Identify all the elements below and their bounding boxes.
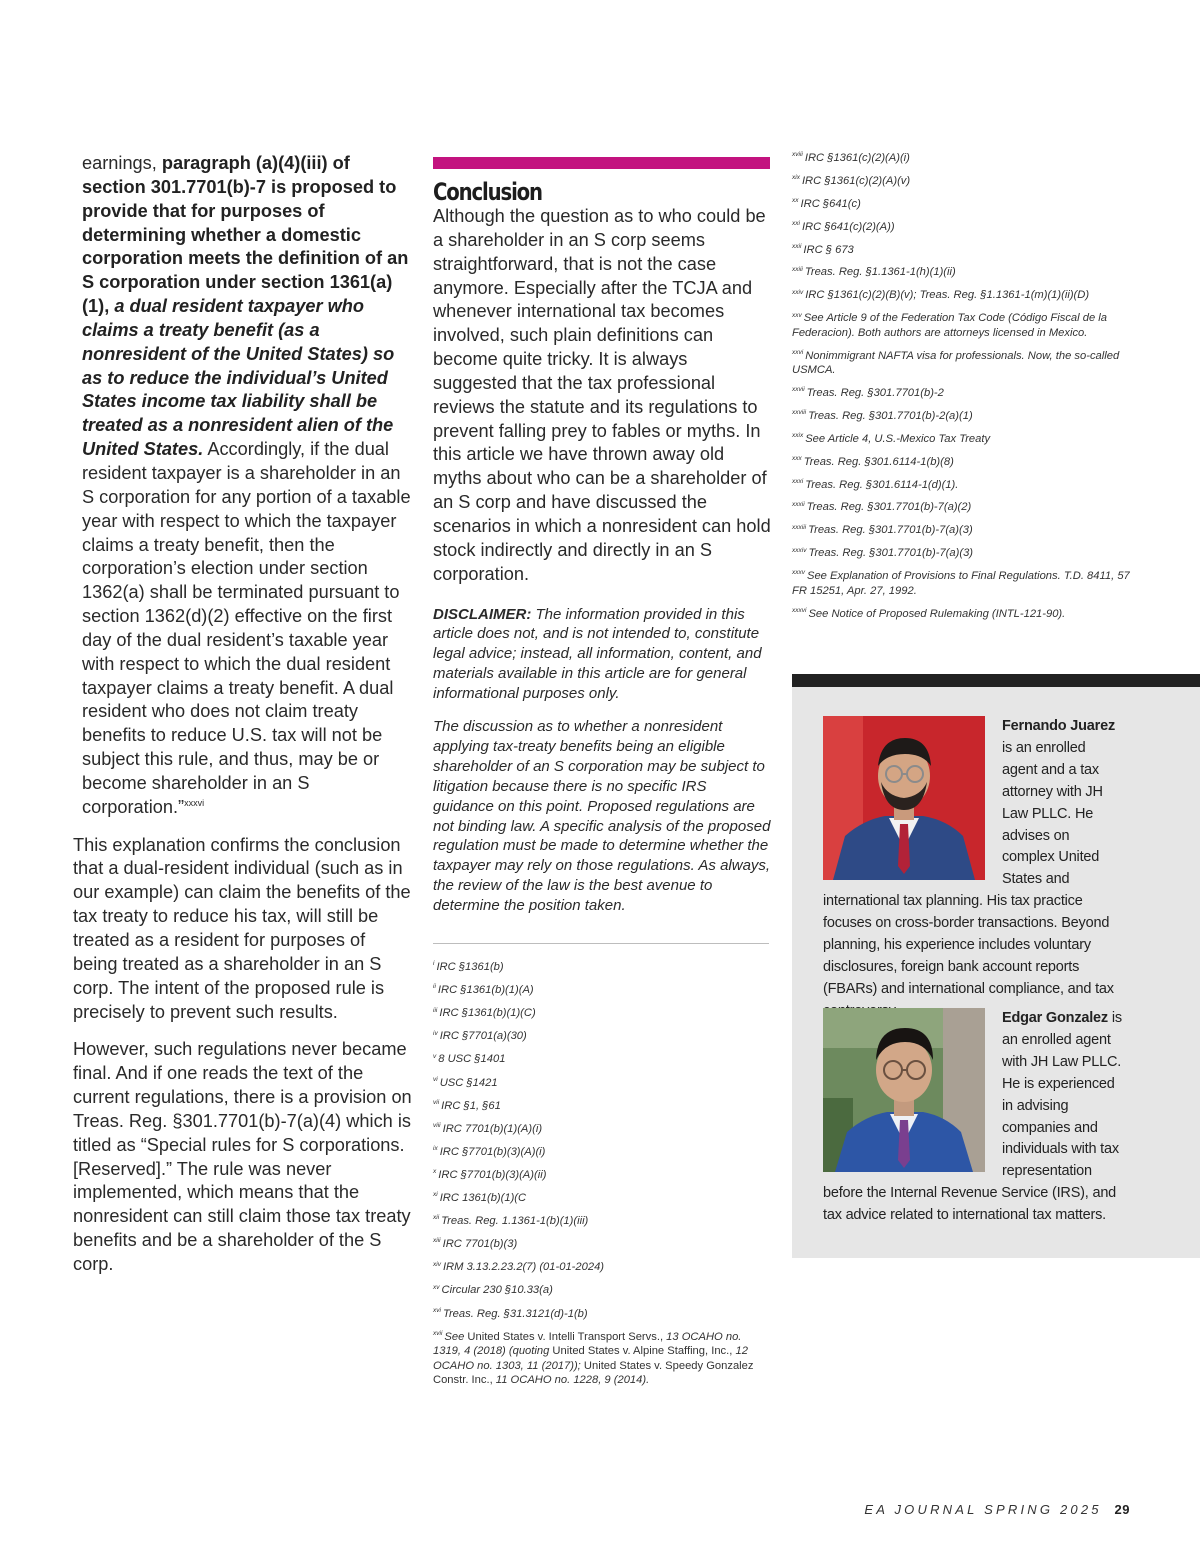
page-footer	[864, 1502, 1130, 1517]
endnote	[792, 455, 1132, 470]
endnote-text: USC §1421	[439, 1076, 498, 1089]
endnote-text: Treas. Reg. §31.3121(d)-1(b)	[442, 1307, 588, 1320]
endnote-number: xxv	[792, 311, 802, 319]
endnote-text: Circular 230 §10.33(a)	[441, 1284, 553, 1297]
case-cite: 11 OCAHO no. 1228, 9 (2014).	[492, 1374, 650, 1387]
author-bio-box	[792, 674, 1200, 1258]
endnote	[792, 288, 1132, 303]
endnote-text: IRC §641(c)(2)(A))	[801, 220, 895, 233]
endnote	[792, 265, 1132, 280]
endnote-number: xix	[792, 174, 800, 182]
endnote	[433, 1145, 771, 1160]
endnote-number: x	[433, 1168, 437, 1176]
endnote-number: xvi	[433, 1306, 441, 1314]
endnote-number: xxviii	[792, 409, 807, 417]
endnote-text: IRC §1361(c)(2)(A)(v)	[801, 174, 911, 187]
endnotes-list-left	[433, 960, 771, 1388]
endnote-number: xxxv	[792, 569, 805, 577]
endnote-number: xxi	[792, 219, 800, 227]
endnote	[433, 1260, 771, 1275]
endnote	[433, 1052, 771, 1067]
endnote-ref[interactable]: xxxvi	[184, 797, 205, 808]
endnote-text: IRC 1361(b)(1)(C	[439, 1192, 527, 1205]
endnote-number: ix	[433, 1145, 438, 1153]
endnote	[433, 1006, 771, 1021]
quote-rest: Accordingly, if the dual resident taxpayer is a shareholder in an S corporation for any portion of a taxable year with respect to which the taxpayer claims a treaty benefit, then the corporation’s election under section 1362(a) shall be terminated pursuant to section 1362(d)(2) effective on the first day of the dual resident’s taxable year with respect to which the dual resident taxpayer claims a treaty benefit. A dual resident who does not claim treaty benefits to reduce U.S. tax will not be subject this rule, and thus, may be or become shareholder in an S corporation.”	[82, 439, 411, 817]
endnote-text: See Explanation of Provisions to Final Regulations. T.D. 8411, 57 FR 15251, Apr. 27, 1992.	[792, 570, 1130, 597]
endnote-number: xxx	[792, 454, 802, 462]
disclaimer-label: DISCLAIMER:	[433, 605, 532, 623]
endnote-number: iii	[433, 1006, 438, 1014]
author-name: Edgar Gonzalez	[1002, 1010, 1108, 1026]
endnote	[433, 1029, 771, 1044]
endnote	[792, 607, 1132, 622]
article-column-2	[433, 157, 771, 1396]
discussion-paragraph: The discussion as to whether a nonresident applying tax-treaty benefits being an eligible shareholder of an S corporation may be subject to litigation because there is no specific IRS guidance on this point. Proposed regulations are not binding law. A specific analysis of the proposed regulation must be made to determine whether the taxpayer may rely on those regulations. As always, the review of the law is the best avenue to determine the position taken.	[433, 718, 771, 915]
paragraph-regulations: However, such regulations never became final. And if one reads the text of the current regulations, there is a provision on Treas. Reg. §301.7701(b)-7(a)(4) which is titled as “Special rules for S corporations. [Reserved].” The rule was never implemented, which means that the nonresident can still claim those tax treaty benefits and be a shareholder of the S corp.	[73, 1039, 412, 1274]
endnote-text: Treas. Reg. §301.6114-1(b)(8)	[803, 455, 954, 468]
endnote	[792, 546, 1132, 561]
endnote-number: xxxi	[792, 477, 804, 485]
magazine-name: EA JOURNAL	[864, 1502, 978, 1517]
endnote	[792, 523, 1132, 538]
endnote	[792, 478, 1132, 493]
endnote	[433, 1307, 771, 1322]
endnote-text: IRC §1361(b)	[436, 961, 504, 974]
endnote-number: xvii	[433, 1329, 443, 1337]
endnote-number: xviii	[792, 151, 803, 159]
bio-top-bar	[792, 674, 1200, 687]
endnotes-list-right	[792, 151, 1132, 629]
endnote-text: IRC §1361(c)(2)(B)(v); Treas. Reg. §1.1361-1(m)(1)(ii)(D)	[805, 289, 1090, 302]
author-bio-fernando	[823, 716, 1123, 1023]
endnote-number: xxxvi	[792, 606, 807, 614]
endnote-number: xxxiii	[792, 523, 807, 531]
endnote-text: See Article 4, U.S.-Mexico Tax Treaty	[805, 432, 991, 445]
endnote	[433, 1076, 771, 1091]
endnote	[792, 432, 1132, 447]
endnote-text: Treas. Reg. §301.7701(b)-2(a)(1)	[808, 409, 973, 422]
endnote	[433, 1122, 771, 1137]
endnote	[792, 174, 1132, 189]
paragraph-explanation: This explanation confirms the conclusion that a dual-resident individual (such as in our example) can claim the benefits of the tax treaty to reduce his tax, will still be treated as a resident for purposes of being treated as a shareholder in an S corp. The intent of the proposed rule is precisely to prevent such results.	[73, 834, 411, 1022]
endnote-text: IRC 7701(b)(3)	[442, 1238, 518, 1251]
endnote-number: viii	[433, 1122, 441, 1130]
endnote-text: See Notice of Proposed Rulemaking (INTL-121-90).	[808, 607, 1066, 620]
bio-description: is an enrolled agent with JH Law PLLC. He is experienced in advising companies and individuals with tax representation before the Internal Revenue Service (IRS), and tax advice related to international tax matters.	[823, 1010, 1122, 1224]
endnote-number: xi	[433, 1191, 438, 1199]
endnote-number: i	[433, 960, 435, 968]
endnote-text: IRM 3.13.2.23.2(7) (01-01-2024)	[442, 1261, 605, 1274]
endnote	[433, 1191, 771, 1206]
author-photo	[823, 1008, 985, 1172]
section-heading: Conclusion	[433, 178, 542, 206]
endnote-number: xxiii	[792, 265, 803, 273]
divider	[433, 943, 769, 944]
endnote-number: xxxii	[792, 500, 805, 508]
endnote-number: ii	[433, 983, 436, 991]
quoted-regulation	[82, 152, 413, 820]
endnote	[433, 983, 771, 998]
endnote-text: Treas. Reg. §301.7701(b)-7(a)(3)	[808, 547, 974, 560]
article-column-1	[73, 152, 413, 1277]
endnote-number: xxvi	[792, 348, 804, 356]
endnote-number: iv	[433, 1029, 438, 1037]
author-name: Fernando Juarez	[1002, 718, 1116, 734]
endnote	[433, 1283, 771, 1298]
endnote-text: IRC §1361(b)(1)(A)	[437, 984, 534, 997]
author-bio-edgar	[823, 1008, 1123, 1227]
endnote	[792, 349, 1132, 378]
endnote-text: IRC §7701(b)(3)(A)(ii)	[438, 1168, 547, 1181]
endnote	[433, 1099, 771, 1114]
case-cite: 13 OCAHO no. 1319, 4 (2018) (quoting	[433, 1330, 742, 1358]
endnote-number: xxii	[792, 242, 802, 250]
endnote-number: xxix	[792, 432, 804, 440]
case-name: United States v. Speedy Gonzalez Constr. Inc.,	[433, 1359, 754, 1387]
endnote-text: Treas. Reg. §301.7701(b)-7(a)(2)	[806, 501, 972, 514]
issue-label: SPRING 2025	[984, 1502, 1102, 1517]
endnote-number: xxiv	[792, 288, 804, 296]
endnote-number: xxxiv	[792, 546, 807, 554]
case-cite: 12 OCAHO no. 1303, 11 (2017));	[433, 1345, 748, 1372]
endnote-text: IRC § 673	[803, 243, 854, 256]
endnote-text: 8 USC §1401	[438, 1053, 506, 1066]
endnote	[792, 220, 1132, 235]
disclaimer	[433, 605, 771, 705]
case-name: United States v. Alpine Staffing, Inc.,	[552, 1345, 733, 1358]
endnote	[792, 500, 1132, 515]
endnote-text: IRC §7701(a)(30)	[439, 1030, 527, 1043]
endnote-text: IRC §1361(b)(1)(C)	[439, 1007, 536, 1020]
endnote-text: Treas. Reg. §1.1361-1(h)(1)(ii)	[804, 266, 956, 279]
endnote-text: Treas. Reg. 1.1361-1(b)(1)(iii)	[441, 1215, 589, 1228]
endnote	[433, 1237, 771, 1252]
endnote-text: IRC §1361(c)(2)(A)(i)	[804, 152, 910, 164]
endnote	[792, 569, 1132, 598]
endnote	[792, 151, 1132, 166]
endnote-text: IRC §7701(b)(3)(A)(i)	[439, 1145, 546, 1158]
endnote	[792, 386, 1132, 401]
endnote-number: xii	[433, 1214, 440, 1222]
endnote-text: IRC 7701(b)(1)(A)(i)	[442, 1122, 543, 1135]
endnote-number: vii	[433, 1098, 440, 1106]
endnote	[792, 311, 1132, 340]
endnote-case-citation	[433, 1330, 771, 1388]
case-name: United States v. Intelli Transport Servs.,	[467, 1330, 664, 1343]
quote-bold: paragraph (a)(4)(iii) of section 301.7701(b)-7 is proposed to provide that for purposes of determining whether a domestic corporation meets the definition of an S corporation under section 1361(a)(1),	[82, 153, 409, 317]
endnote-number: xiv	[433, 1260, 441, 1268]
endnote-text: Treas. Reg. §301.6114-1(d)(1).	[805, 478, 959, 491]
endnote-number: vi	[433, 1075, 438, 1083]
disclaimer-text: The information provided in this article does not, and is not intended to, constitute legal advice; instead, all information, content, and materials available in this article are for general informational purposes only.	[433, 605, 762, 703]
endnote	[433, 1168, 771, 1183]
endnote-number: xiii	[433, 1237, 441, 1245]
author-portrait-fernando	[823, 716, 985, 880]
author-photo	[823, 716, 985, 880]
endnote	[792, 243, 1132, 258]
endnote	[792, 409, 1132, 424]
endnote-text: Nonimmigrant NAFTA visa for professionals. Now, the so-called USMCA.	[792, 349, 1120, 377]
endnote	[433, 1214, 771, 1229]
endnote-number: v	[433, 1052, 437, 1060]
author-portrait-edgar	[823, 1008, 985, 1172]
section-accent-bar	[433, 157, 770, 169]
endnote-text: Treas. Reg. §301.7701(b)-7(a)(3)	[808, 524, 973, 537]
quote-lead: earnings,	[82, 153, 162, 173]
endnote-text: IRC §641(c)	[800, 197, 861, 210]
endnote-number: xv	[433, 1283, 440, 1291]
endnote	[792, 197, 1132, 212]
page-number: 29	[1114, 1502, 1130, 1517]
bio-description: is an enrolled agent and a tax attorney with JH Law PLLC. He advises on complex United States and international tax planning. His tax practice focuses on cross-border transactions. Beyond planning, his experience includes voluntary disclosures, foreign bank account reports (FBARs) and international compliance, and tax	[823, 739, 1114, 997]
endnote-number: xx	[792, 197, 799, 205]
see-signal: See	[444, 1330, 468, 1343]
endnote-text: Treas. Reg. §301.7701(b)-2	[806, 387, 944, 400]
endnote-number: xxvii	[792, 386, 805, 394]
endnote-text: IRC §1, §61	[441, 1099, 501, 1112]
endnote-text: See Article 9 of the Federation Tax Code (Código Fiscal de la Federacion). Both authors are attorneys licensed in Mexico.	[792, 312, 1108, 339]
quote-bold-italic: a dual resident taxpayer who claims a treaty benefit (as a nonresident of the United States) so as to reduce the individual’s United States income tax liability shall be treated as a nonresident alien of the United States.	[82, 296, 395, 460]
conclusion-paragraph: Although the question as to who could be a shareholder in an S corp seems straightforward, that is not the case anymore. Especially after the TCJA and whenever international tax becomes involved, such plain definitions can become quite tricky. It is always suggested that the tax professional reviews the statute and its regulations to prevent falling prey to fables or myths. In this article we have thrown away old myths about who can be a shareholder of an S corp and have discussed the scenarios in which a nonresident can hold stock indirectly and directly in an S corporation.	[433, 206, 771, 584]
endnote	[433, 960, 771, 975]
